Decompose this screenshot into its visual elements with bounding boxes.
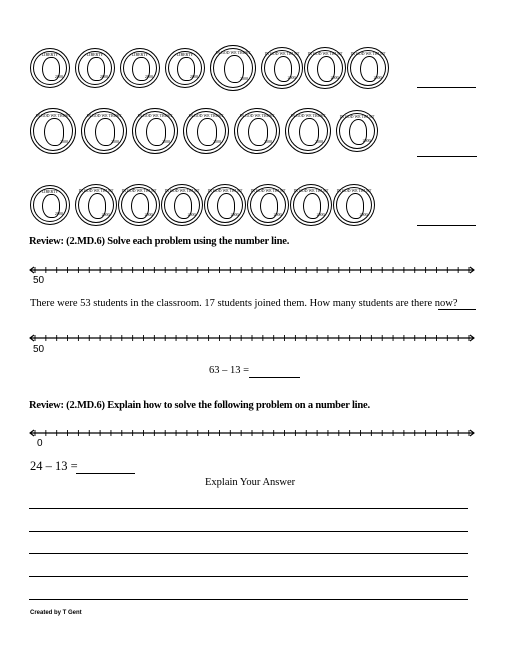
coin-year: 2000 xyxy=(330,75,339,80)
penny-coin-icon xyxy=(247,184,289,226)
coin-year: 2000 xyxy=(101,212,110,217)
coin-motto: IN GOD WE TRUST xyxy=(307,51,343,57)
coin-year: 2000 xyxy=(373,75,382,80)
penny-coin-icon xyxy=(304,47,346,89)
quarter-coin-icon xyxy=(234,108,280,154)
equation-1-text: 63 – 13 = xyxy=(209,365,250,376)
coin-portrait xyxy=(131,193,149,219)
quarter-coin-icon xyxy=(210,45,256,91)
number-line-2-start: 50 xyxy=(33,344,45,355)
coin-portrait xyxy=(260,193,278,219)
coin-portrait xyxy=(42,194,59,219)
coin-year: 2000 xyxy=(144,74,153,80)
equation-1-answer-line[interactable] xyxy=(249,377,300,378)
coin-year: 2000 xyxy=(359,212,368,217)
coin-motto: IN GOD WE TRUST xyxy=(290,112,326,118)
equation-1 xyxy=(209,365,249,376)
coin-motto: LIBERTY xyxy=(41,189,59,195)
equation-2-text: 24 – 13 = xyxy=(30,459,78,473)
number-line-3-start: 0 xyxy=(37,438,43,449)
penny-coin-icon xyxy=(118,184,160,226)
coin-portrait xyxy=(346,193,364,219)
coin-portrait xyxy=(177,57,194,82)
coin-portrait xyxy=(299,118,319,146)
coin-year: 2000 xyxy=(263,139,272,145)
penny-coin-icon xyxy=(290,184,332,226)
coin-motto: IN GOD WE TRUST xyxy=(239,112,275,118)
coin-portrait xyxy=(360,56,378,82)
coin-motto: LIBERTY xyxy=(86,52,104,58)
coin-portrait xyxy=(87,57,104,82)
coin-year: 2000 xyxy=(212,139,221,145)
dime-coin-icon xyxy=(120,48,160,88)
review-heading-2: Review: (2.MD.6) Explain how to solve the following problem on a number line. xyxy=(29,400,370,411)
number-line-1-start: 50 xyxy=(33,275,45,286)
equation-2-answer-line[interactable] xyxy=(76,473,135,474)
coin-answer-line-3[interactable] xyxy=(417,225,476,226)
coin-year: 2000 xyxy=(314,139,323,145)
word-problem-answer-line[interactable] xyxy=(438,309,476,310)
answer-writing-line[interactable] xyxy=(29,576,468,577)
coin-motto: IN GOD WE TRUST xyxy=(250,188,286,194)
coin-motto: LIBERTY xyxy=(176,52,194,58)
coin-year: 2000 xyxy=(239,76,248,82)
coin-year: 2000 xyxy=(316,212,325,217)
word-problem xyxy=(30,298,457,309)
coin-portrait xyxy=(224,55,244,83)
coin-year: 2000 xyxy=(273,212,282,217)
coin-motto: IN GOD WE TRUST xyxy=(207,188,243,194)
coin-year: 2000 xyxy=(362,138,371,143)
coin-year: 2000 xyxy=(99,74,108,80)
penny-coin-icon xyxy=(336,110,378,152)
quarter-coin-icon xyxy=(132,108,178,154)
quarter-coin-icon xyxy=(30,108,76,154)
coin-motto: IN GOD WE TRUST xyxy=(293,188,329,194)
penny-coin-icon xyxy=(75,184,117,226)
dime-coin-icon xyxy=(165,48,205,88)
coin-portrait xyxy=(132,57,149,82)
coin-year: 2000 xyxy=(187,212,196,217)
penny-coin-icon xyxy=(347,47,389,89)
coin-portrait xyxy=(95,118,115,146)
quarter-coin-icon xyxy=(183,108,229,154)
coin-portrait xyxy=(42,57,59,82)
coin-answer-line-1[interactable] xyxy=(417,87,476,88)
equation-2 xyxy=(30,459,78,474)
coin-portrait xyxy=(349,119,367,145)
coin-portrait xyxy=(146,118,166,146)
coin-portrait xyxy=(248,118,268,146)
explain-heading: Explain Your Answer xyxy=(205,477,296,488)
answer-writing-line[interactable] xyxy=(29,531,468,532)
dime-coin-icon xyxy=(75,48,115,88)
coin-year: 2000 xyxy=(59,139,68,145)
penny-coin-icon xyxy=(161,184,203,226)
coin-motto: IN GOD WE TRUST xyxy=(86,112,122,118)
coin-motto: IN GOD WE TRUST xyxy=(121,188,157,194)
coin-motto: IN GOD WE TRUST xyxy=(78,188,114,194)
word-problem-text: There were 53 students in the classroom. 17 students joined them. How many students are there now? xyxy=(30,298,458,309)
coin-year: 2000 xyxy=(189,74,198,80)
footer-credit: Created by T Gent xyxy=(30,610,82,616)
coin-year: 2000 xyxy=(144,212,153,217)
coin-portrait xyxy=(44,118,64,146)
coin-motto: IN GOD WE TRUST xyxy=(215,49,251,55)
coin-year: 2000 xyxy=(110,139,119,145)
answer-writing-line[interactable] xyxy=(29,599,468,600)
answer-writing-line[interactable] xyxy=(29,508,468,509)
review-heading-1: Review: (2.MD.6) Solve each problem using the number line. xyxy=(29,236,290,247)
penny-coin-icon xyxy=(261,47,303,89)
coin-portrait xyxy=(197,118,217,146)
coin-motto: IN GOD WE TRUST xyxy=(350,51,386,57)
coin-motto: IN GOD WE TRUST xyxy=(188,112,224,118)
coin-year: 2000 xyxy=(230,212,239,217)
number-line-3 xyxy=(0,425,510,445)
coin-motto: LIBERTY xyxy=(41,52,59,58)
answer-writing-line[interactable] xyxy=(29,553,468,554)
coin-portrait xyxy=(217,193,235,219)
dime-coin-icon xyxy=(30,48,70,88)
coin-motto: IN GOD WE TRUST xyxy=(137,112,173,118)
coin-motto: LIBERTY xyxy=(131,52,149,58)
coin-motto: IN GOD WE TRUST xyxy=(339,114,375,120)
dime-coin-icon xyxy=(30,185,70,225)
coin-year: 2000 xyxy=(54,74,63,80)
quarter-coin-icon xyxy=(285,108,331,154)
coin-portrait xyxy=(274,56,292,82)
coin-motto: IN GOD WE TRUST xyxy=(35,112,71,118)
coin-year: 2000 xyxy=(161,139,170,145)
coin-motto: IN GOD WE TRUST xyxy=(164,188,200,194)
coin-year: 2000 xyxy=(54,211,63,217)
penny-coin-icon xyxy=(333,184,375,226)
number-line-2 xyxy=(0,330,510,350)
coin-portrait xyxy=(88,193,106,219)
penny-coin-icon xyxy=(204,184,246,226)
coin-motto: IN GOD WE TRUST xyxy=(336,188,372,194)
coin-portrait xyxy=(174,193,192,219)
coin-motto: IN GOD WE TRUST xyxy=(264,51,300,57)
coin-answer-line-2[interactable] xyxy=(417,156,477,157)
coin-portrait xyxy=(317,56,335,82)
coin-portrait xyxy=(303,193,321,219)
quarter-coin-icon xyxy=(81,108,127,154)
coin-year: 2000 xyxy=(287,75,296,80)
number-line-1 xyxy=(0,262,510,282)
